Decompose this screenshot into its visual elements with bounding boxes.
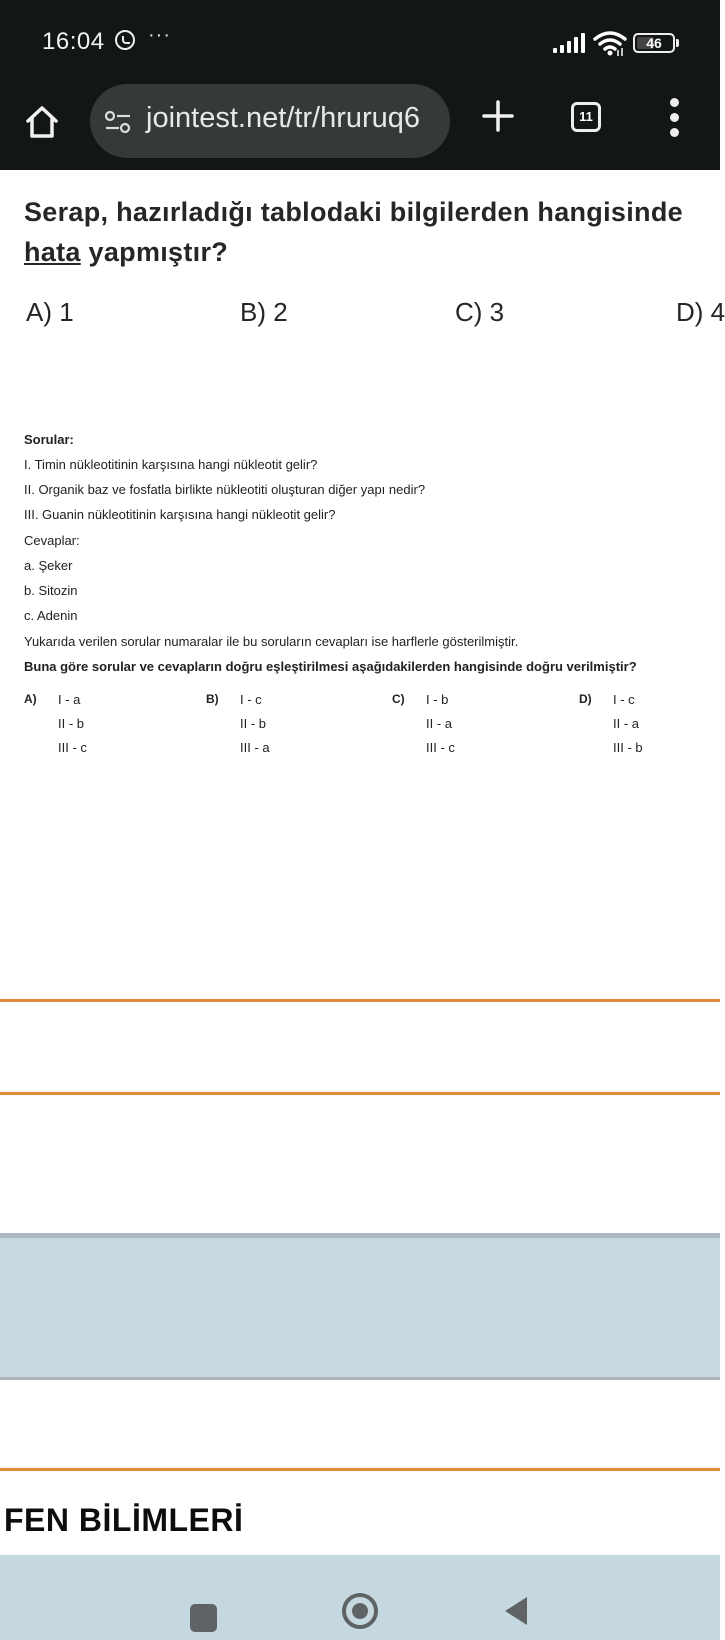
info-text: Yukarıda verilen sorular numaralar ile bu soruların cevapları ise harflerle gösterilmiştir. [24,634,519,649]
nav-home-icon[interactable] [342,1593,378,1629]
soru-item-2: II. Organik baz ve fosfatla birlikte nükleotiti oluşturan diğer yapı nedir? [24,482,426,497]
wifi-icon [593,30,627,56]
answer-a-line-2: II - b [58,716,85,731]
back-icon[interactable] [505,1597,527,1625]
question-prompt: Buna göre sorular ve cevapların doğru eşleştirilmesi aşağıdakilerden hangisinde doğru verilmiştir? [24,659,637,674]
more-notifications-icon: ··· [148,24,171,46]
section-divider-1 [0,999,720,1002]
cevaplar-heading: Cevaplar: [24,533,80,548]
status-time: 16:04 [42,28,105,55]
answer-a-line-1: I - a [58,692,81,707]
answer-label-b: B) [206,692,219,706]
previous-question-line2-rest: yapmıştır? [80,237,229,267]
answer-d-line-1: I - c [613,692,635,707]
url-text[interactable]: jointest.net/tr/hruruq6 [146,102,421,134]
answer-c-line-1: I - b [426,692,449,707]
answer-c-line-3: III - c [426,740,455,755]
previous-question-line2 [24,232,683,272]
new-tab-icon[interactable] [480,98,516,134]
answer-label-d: D) [579,692,592,706]
browser-toolbar [0,80,720,170]
answer-b-line-1: I - c [240,692,262,707]
battery-tip [676,39,679,47]
previous-option-d[interactable]: D) 4 [676,297,725,327]
cevap-item-b: b. Sitozin [24,583,78,598]
soru-item-3: III. Guanin nükleotitinin karşısına hangi nükleotit gelir? [24,507,336,522]
section-divider-3 [0,1468,720,1471]
home-icon[interactable] [22,102,62,142]
site-settings-icon[interactable] [104,110,132,134]
navigation-bar [0,1555,720,1640]
battery-level: 46 [646,35,662,51]
answer-label-a: A) [24,692,37,706]
signal-icon [553,33,587,53]
sorular-heading: Sorular: [24,432,74,447]
previous-question-line1: Serap, hazırladığı tablodaki bilgilerden hangisinde [24,197,683,227]
answer-label-c: C) [392,692,405,706]
soru-item-1: I. Timin nükleotitinin karşısına hangi nükleotit gelir? [24,457,318,472]
previous-option-a[interactable]: A) 1 [26,297,74,327]
previous-option-b[interactable]: B) 2 [240,297,288,327]
previous-question-text [24,192,683,272]
section-title: FEN BİLİMLERİ [4,1502,244,1538]
section-divider-2 [0,1092,720,1095]
recents-icon[interactable] [190,1604,217,1632]
content-band [0,1233,720,1380]
previous-option-c[interactable]: C) 3 [455,297,505,327]
whatsapp-icon [115,30,135,50]
status-bar [0,0,720,80]
cevap-item-a: a. Şeker [24,558,73,573]
answer-b-line-2: II - b [240,716,267,731]
answer-d-line-2: II - a [613,716,640,731]
underlined-word: hata [24,237,81,267]
tab-switcher-button[interactable]: 11 [571,102,601,132]
answer-c-line-2: II - a [426,716,453,731]
cevap-item-c: c. Adenin [24,608,78,623]
answer-a-line-3: III - c [58,740,87,755]
menu-icon[interactable] [668,98,680,138]
address-bar[interactable] [90,84,450,158]
answer-b-line-3: III - a [240,740,270,755]
battery-icon [633,33,675,53]
answer-d-line-3: III - b [613,740,643,755]
